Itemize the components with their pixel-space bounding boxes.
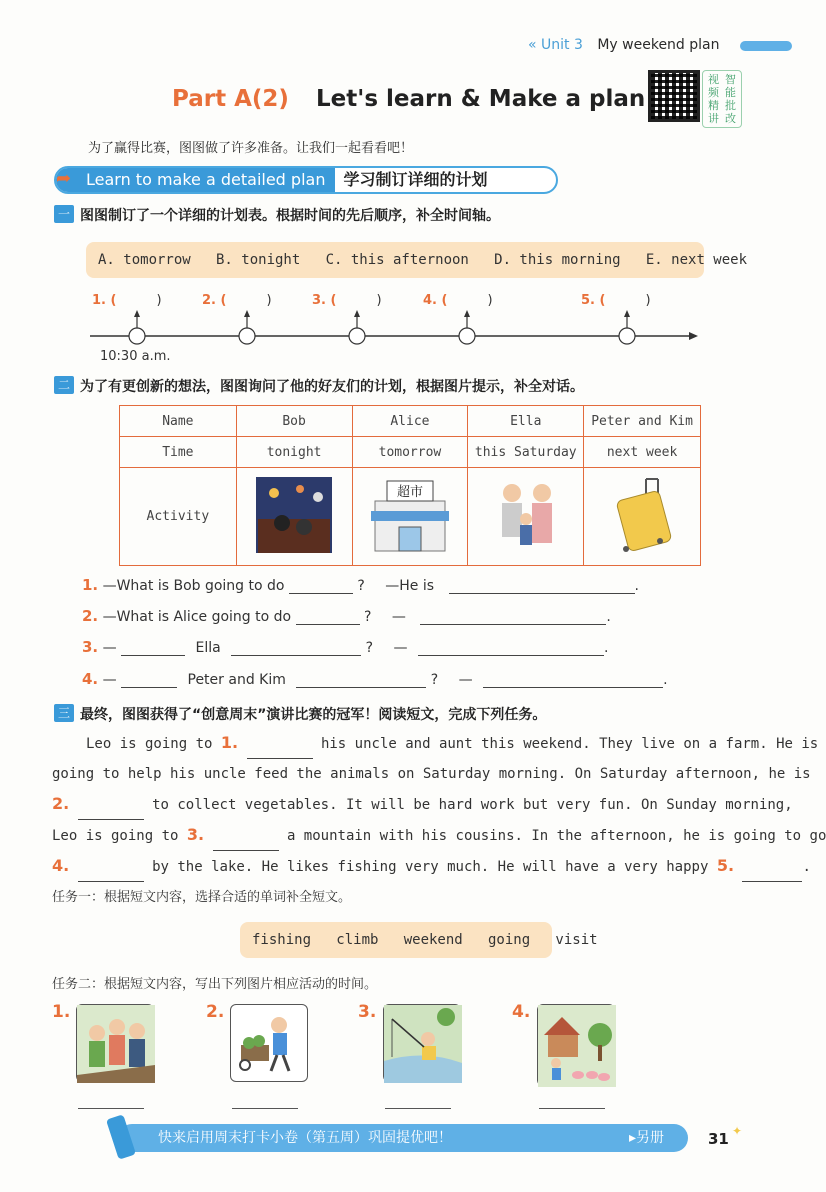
climbing-picture	[76, 1004, 154, 1082]
table-cell: Alice	[352, 406, 468, 437]
period: .	[663, 672, 668, 688]
timeline-close: )	[156, 293, 162, 308]
task-one: 任务一：根据短文内容，选择合适的单词补全短文。	[52, 890, 352, 905]
arrow-icon: ➦	[56, 168, 72, 189]
footer-tag: ▸另册	[628, 1130, 664, 1146]
passage-line	[52, 820, 826, 851]
answer-blank[interactable]	[296, 609, 360, 625]
word-bank: fishing climb weekend going visit	[240, 922, 552, 958]
answer-blank[interactable]	[231, 640, 361, 656]
timeline-label-text: 2. (	[202, 293, 227, 308]
answer-text: —	[391, 609, 406, 625]
blank-number: 1.	[220, 733, 239, 752]
passage-text: Leo is going to	[86, 736, 221, 752]
question-number: 1.	[82, 576, 99, 594]
qr-tag-char: 批	[725, 99, 736, 112]
options-box: A. tomorrow B. tonight C. this afternoon D. this morning E. next week	[86, 242, 704, 278]
timeline-label-4	[423, 292, 493, 308]
table-cell: Ella	[468, 406, 584, 437]
supermarket-image	[367, 475, 453, 555]
answer-blank[interactable]	[296, 672, 426, 688]
timeline	[86, 308, 706, 352]
question-number: 2.	[82, 607, 99, 625]
answer-line[interactable]	[232, 1108, 298, 1109]
unit-header	[528, 37, 720, 53]
picture-number: 2.	[206, 1002, 225, 1022]
question-mark: ?	[430, 672, 439, 688]
supermarket-sign: 超市	[396, 484, 423, 500]
period: .	[603, 640, 609, 656]
qr-code[interactable]	[648, 70, 700, 122]
footer-banner[interactable]	[118, 1124, 688, 1152]
section-two-instruction: 为了有更创新的想法，图图询问了他的好友们的计划，根据图片提示，补全对话。	[80, 379, 584, 395]
qr-tag	[702, 70, 742, 128]
passage-text: to collect vegetables. It will be hard work but very fun. On Sunday morning,	[143, 797, 793, 813]
section-three-instruction: 最终，图图获得了“创意周末”演讲比赛的冠军！阅读短文，完成下列任务。	[80, 707, 547, 723]
page-title	[172, 86, 645, 112]
table-cell	[584, 468, 701, 566]
question-1	[82, 576, 639, 594]
fishing-picture	[383, 1004, 461, 1082]
banner-english: Learn to make a detailed plan	[56, 168, 335, 192]
answer-text: —	[458, 672, 473, 688]
table-cell: tomorrow	[352, 437, 468, 468]
passage-text: by the lake. He likes fishing very much. He will have a very happy	[143, 859, 717, 875]
answer-blank[interactable]	[289, 578, 353, 594]
passage-line	[52, 728, 819, 759]
qr-tag-char: 视	[708, 73, 719, 86]
answer-blank[interactable]	[449, 578, 635, 594]
qr-tag-char: 精	[708, 99, 719, 112]
passage-blank[interactable]	[742, 866, 802, 882]
passage-line	[52, 759, 811, 789]
timeline-label-3	[312, 292, 382, 308]
table-cell: Time	[120, 437, 237, 468]
timeline-arrowhead	[689, 332, 698, 340]
timeline-node	[459, 310, 475, 344]
table-cell: Name	[120, 406, 237, 437]
question-mark: ?	[365, 640, 374, 656]
unit-number: Unit 3	[541, 37, 583, 53]
qr-tag-char: 智	[725, 73, 736, 86]
timeline-close: )	[645, 293, 651, 308]
table-cell	[352, 468, 468, 566]
answer-text: —	[393, 640, 408, 656]
table-cell: next week	[584, 437, 701, 468]
footer-text: 快来启用周末打卡小卷（第五周）巩固提优吧！	[158, 1130, 452, 1146]
passage-line: 4. by the lake. He likes fishing very much. He will have a very happy 5. .	[52, 851, 752, 882]
passage-text: a mountain with his cousins. In the afternoon, he is going to go	[278, 828, 826, 844]
table-cell: Bob	[236, 406, 352, 437]
answer-blank[interactable]	[121, 672, 177, 688]
question-2	[82, 607, 611, 625]
timeline-label-text: 3. (	[312, 293, 337, 308]
timeline-close: )	[487, 293, 493, 308]
blank-number: 5.	[716, 856, 735, 875]
chevron-left-icon: «	[528, 37, 537, 53]
answer-blank[interactable]	[418, 640, 604, 656]
table-row	[120, 437, 701, 468]
question-mark: ?	[364, 609, 372, 625]
table-cell: this Saturday	[468, 437, 584, 468]
passage-text: going to help his uncle feed the animals on Saturday morning. On Saturday afternoon, he is	[52, 766, 811, 782]
banner-chinese: 学习制订详细的计划	[343, 170, 488, 189]
section-one-icon: 一	[54, 205, 74, 223]
page-number: 31	[708, 1130, 729, 1148]
timeline-node	[349, 310, 365, 344]
title-text: Let's learn & Make a plan	[316, 86, 646, 112]
intro-text: 为了赢得比赛，图图做了许多准备。让我们一起看看吧！	[88, 141, 414, 156]
qr-tag-char: 能	[725, 86, 736, 99]
unit-title: My weekend plan	[597, 37, 720, 53]
timeline-label-text: 5. (	[581, 293, 606, 308]
qr-tag-char: 改	[725, 112, 736, 125]
passage-blank[interactable]	[247, 743, 313, 759]
passage-text: Leo is going to	[52, 828, 187, 844]
timeline-label-1	[92, 292, 162, 308]
passage-blank[interactable]	[78, 866, 144, 882]
answer-line[interactable]	[385, 1108, 451, 1109]
qr-tag-char: 讲	[708, 112, 719, 125]
vegetables-picture	[230, 1004, 308, 1082]
picture-number: 3.	[358, 1002, 377, 1022]
timeline-label-2	[202, 292, 272, 308]
cinema-image	[254, 475, 334, 555]
star-icon: ✦	[732, 1124, 743, 1138]
question-text: —What is Alice going to do	[102, 609, 292, 625]
question-name: Ella	[195, 640, 221, 656]
timeline-label-text: 4. (	[423, 293, 448, 308]
passage-text: his uncle and aunt this weekend. They live on a farm. He is	[312, 736, 819, 752]
timeline-label-5	[581, 292, 651, 308]
question-text: —	[102, 672, 117, 688]
timeline-label-text: 1. (	[92, 293, 117, 308]
question-name: Peter and Kim	[187, 672, 286, 688]
plan-table	[119, 405, 701, 566]
header-bar	[740, 41, 792, 51]
reading-passage	[52, 728, 826, 882]
answer-line[interactable]	[539, 1108, 605, 1109]
passage-line	[52, 789, 793, 820]
answer-blank[interactable]	[483, 672, 663, 688]
answer-line[interactable]	[78, 1108, 144, 1109]
question-text: —What is Bob going to do	[102, 578, 285, 594]
question-3	[82, 638, 608, 656]
table-cell: Peter and Kim	[584, 406, 701, 437]
answer-text: —He is	[385, 578, 435, 594]
timeline-close: )	[376, 293, 382, 308]
passage-blank[interactable]	[213, 835, 279, 851]
picture-number: 1.	[52, 1002, 71, 1022]
table-cell	[236, 468, 352, 566]
timeline-node	[239, 310, 255, 344]
timeline-start-time: 10:30 a.m.	[100, 349, 171, 364]
section-two-icon: 二	[54, 376, 74, 394]
question-number: 4.	[82, 670, 99, 688]
question-number: 3.	[82, 638, 99, 656]
passage-blank[interactable]	[78, 804, 144, 820]
picture-number: 4.	[512, 1002, 531, 1022]
section-one-instruction: 图图制订了一个详细的计划表。根据时间的先后顺序，补全时间轴。	[80, 208, 500, 224]
table-row	[120, 468, 701, 566]
timeline-node	[129, 310, 145, 344]
answer-blank[interactable]	[420, 609, 606, 625]
table-cell: tonight	[236, 437, 352, 468]
grandparents-image	[486, 475, 566, 555]
question-mark: ?	[357, 578, 365, 594]
question-text: —	[102, 640, 117, 656]
section-banner	[54, 166, 558, 194]
period: .	[606, 609, 611, 625]
answer-blank[interactable]	[121, 640, 185, 656]
blank-number: 2.	[52, 794, 70, 813]
table-cell	[468, 468, 584, 566]
farm-picture	[537, 1004, 615, 1086]
table-row	[120, 406, 701, 437]
blank-number: 4.	[52, 856, 70, 875]
timeline-node	[619, 310, 635, 344]
period: .	[634, 578, 639, 594]
question-4	[82, 670, 668, 688]
section-three-icon: 三	[54, 704, 74, 722]
qr-tag-char: 频	[708, 86, 719, 99]
timeline-close: )	[266, 293, 272, 308]
part-label: Part A(2)	[172, 86, 289, 112]
task-two: 任务二：根据短文内容，写出下列图片相应活动的时间。	[52, 977, 378, 992]
suitcase-image	[602, 475, 682, 555]
table-cell: Activity	[120, 468, 237, 566]
blank-number: 3.	[186, 825, 205, 844]
